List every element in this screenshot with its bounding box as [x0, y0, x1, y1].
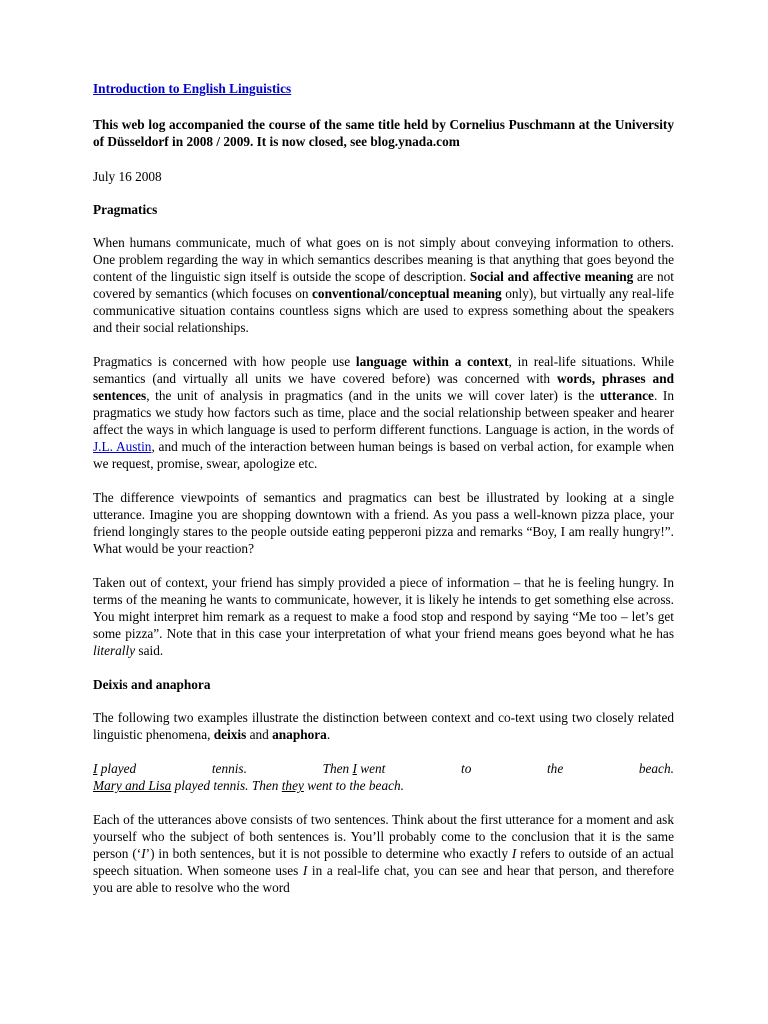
paragraph-text: said. [135, 643, 164, 658]
paragraph-text: , in real-life situations. While semantics (and virtually all units we have covered before) was concerned with [93, 354, 674, 386]
paragraph-text: Each of the utterances above consists of two sentences. Think about the first utterance for a moment and ask yourself who the subject of both sentences is. You’ll probably come to the conclusion that it is the same person (‘ [93, 812, 674, 861]
example-word: tennis. [211, 761, 247, 776]
key-term: utterance [600, 388, 654, 403]
paragraph [93, 574, 674, 659]
paragraph-text: The following two examples illustrate the distinction between context and co-text using two closely related linguistic phenomena, [93, 710, 674, 742]
paragraph-text: only), but virtually any real-life communicative situation contains countless signs which are used to express something about the speakers and their social relationships. [93, 286, 674, 335]
paragraph-text: Taken out of context, your friend has simply provided a piece of information – that he is feeling hungry. In terms of the meaning he wants to communicate, however, it is likely he intends to get something else across. You might interpret him remark as a request to make a food stop and respond by saying “Me too – let’s get some pizza”. Note that in this case your interpretation of what your friend means goes beyond what he has [93, 575, 674, 641]
pronoun-underlined: I [93, 761, 98, 776]
post-date: July 16 2008 [93, 169, 162, 184]
emphasis-term: I [302, 863, 308, 878]
emphasis-term: I [141, 846, 146, 861]
paragraph-text: and [246, 727, 273, 742]
paragraph-text: ’) in both sentences, but it is not possible to determine who exactly [145, 846, 512, 861]
example-sentence-1 [93, 760, 674, 777]
paragraph: The difference viewpoints of semantics and pragmatics can best be illustrated by looking at a single utterance. Imagine you are shopping downtown with a friend. As you pass a well-known pizza place, your friend longingly stares to the people outside eating pepperoni pizza and remarks “Boy, I am really hungry!”. What would be your reaction? [93, 490, 674, 556]
paragraph [93, 234, 674, 336]
document-page [93, 80, 674, 913]
example-sentence-2 [93, 777, 674, 794]
example-word: went [360, 761, 386, 776]
intro-paragraph: This web log accompanied the course of the same title held by Cornelius Puschmann at the University of Düsseldorf in 2008 / 2009. It is now closed, see blog.ynada.com [93, 117, 674, 149]
antecedent-underlined: Mary and Lisa [93, 778, 172, 793]
examples-block [93, 760, 674, 794]
paragraph-text: , the unit of analysis in pragmatics (and in the units we will cover later) is the [146, 388, 601, 403]
key-term: deixis [213, 727, 247, 742]
example-word [93, 760, 136, 777]
example-text: played tennis. Then [171, 778, 282, 793]
paragraph-text: refers to outside of an actual speech situation. When someone uses [93, 846, 674, 878]
key-term: words, phrases and sentences [93, 371, 674, 403]
austin-link[interactable]: J.L. Austin [93, 439, 152, 454]
anaphor-underlined: they [281, 778, 304, 793]
example-word: the [546, 761, 564, 776]
paragraph-text: . [326, 727, 331, 742]
paragraph-text: , and much of the interaction between human beings is based on verbal action, for example when we request, promise, swear, apologize etc. [93, 439, 674, 471]
key-term: conventional/conceptual meaning [312, 286, 502, 301]
example-word [323, 760, 386, 777]
paragraph [93, 709, 674, 743]
key-term: Social and affective meaning [469, 269, 634, 284]
paragraph-text: Pragmatics is concerned with how people use [93, 354, 356, 369]
emphasis-term: literally [93, 643, 136, 658]
paragraph [93, 353, 674, 472]
key-term: language within a context [355, 354, 509, 369]
paragraph [93, 811, 674, 896]
example-word: to [461, 761, 472, 776]
paragraph-text: are not covered by semantics (which focuses on [93, 269, 674, 301]
key-term: anaphora [272, 727, 327, 742]
example-word: played [100, 761, 137, 776]
paragraph-text: When humans communicate, much of what goes on is not simply about conveying information to others. One problem regarding the way in which semantics describes meaning is that anything that goes beyond the content of the linguistic sign itself is outside the scope of description. [93, 235, 674, 284]
paragraph-text: . In pragmatics we study how factors such as time, place and the social relationship between speaker and hearer affect the ways in which language is used to perform different functions. Language is action, in the words of [93, 388, 674, 437]
example-text: went to the beach. [303, 778, 404, 793]
paragraph-text: in a real-life chat, you can see and hear that person, and therefore you are able to resolve who the word [93, 863, 674, 895]
example-word: Then [322, 761, 350, 776]
section-heading-pragmatics: Pragmatics [93, 202, 158, 217]
section-heading-deixis: Deixis and anaphora [93, 677, 211, 692]
emphasis-term: I [511, 846, 517, 861]
blog-title-link[interactable]: Introduction to English Linguistics [93, 81, 292, 96]
example-word: beach. [638, 761, 674, 776]
pronoun-underlined: I [352, 761, 357, 776]
